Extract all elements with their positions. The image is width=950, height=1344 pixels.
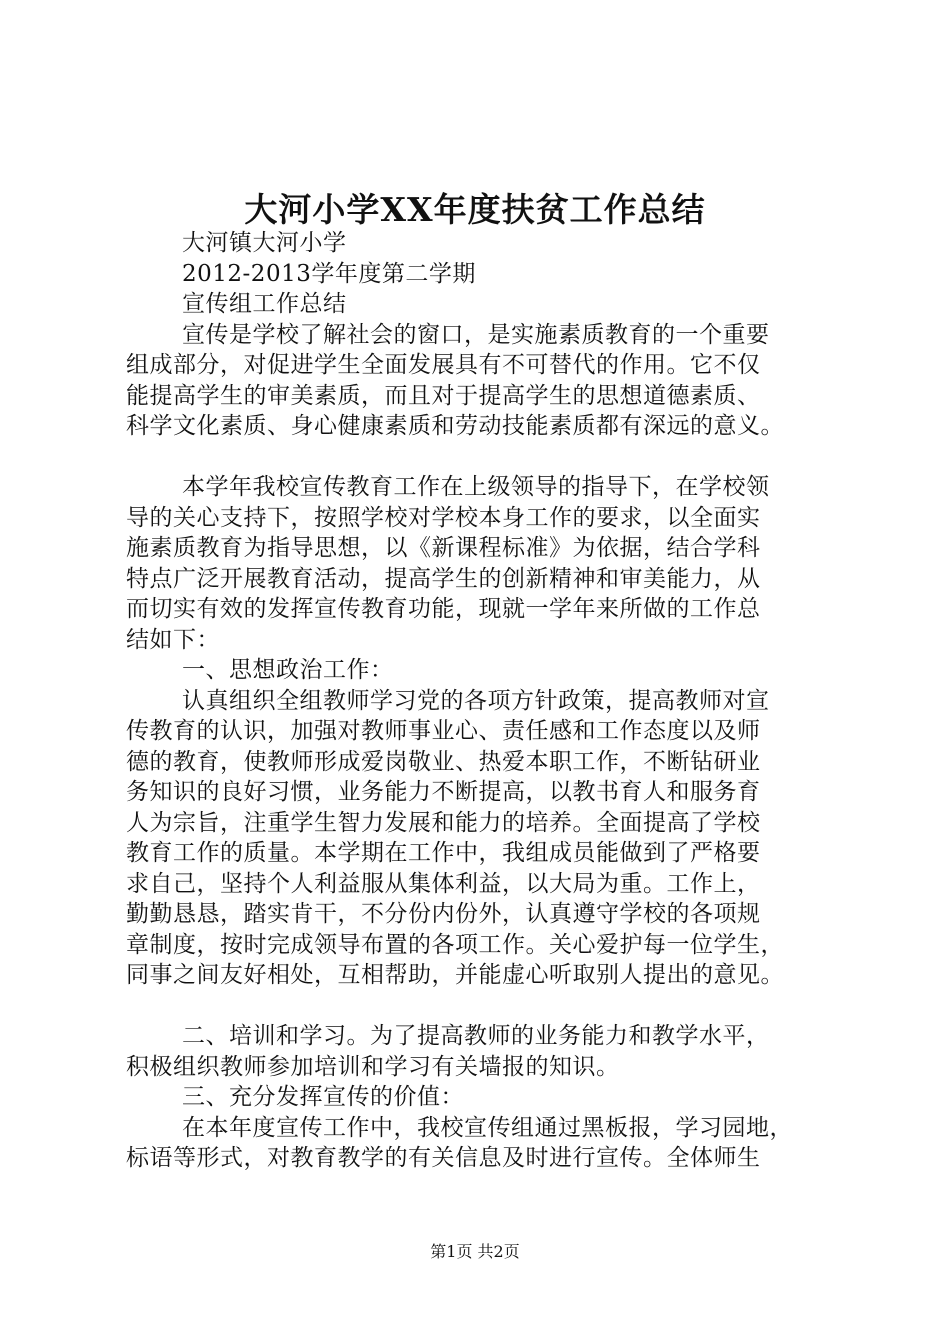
paragraph-line: 标语等形式，对教育教学的有关信息及时进行宣传。全体师生 xyxy=(126,1145,761,1171)
paragraph-line: 认真组织全组教师学习党的各项方针政策，提高教师对宣 xyxy=(182,687,770,714)
semester-line: 2012-2013学年度第二学期 xyxy=(182,260,476,287)
paragraph-line: 宣传是学校了解社会的窗口，是实施素质教育的一个重要 xyxy=(182,321,770,348)
paragraph-line: 求自己，坚持个人利益服从集体利益，以大局为重。工作上， xyxy=(126,870,761,897)
paragraph-political-work xyxy=(126,686,846,991)
group-summary-line: 宣传组工作总结 xyxy=(182,291,347,317)
paragraph-line: 传教育的认识，加强对教师事业心、责任感和工作态度以及师 xyxy=(126,718,761,744)
page-number-footer: 第1页 共2页 xyxy=(430,1242,520,1261)
paragraph-line: 章制度，按时完成领导布置的各项工作。关心爱护每一位学生， xyxy=(126,931,784,958)
document-title: 大河小学XX年度扶贫工作总结 xyxy=(244,190,706,229)
document-body xyxy=(126,228,846,1174)
paragraph-line: 能提高学生的审美素质，而且对于提高学生的思想道德素质、 xyxy=(126,382,761,409)
paragraph-line: 而切实有效的发挥宣传教育功能，现就一学年来所做的工作总 xyxy=(126,596,761,622)
section-heading-publicity: 三、充分发挥宣传的价值： xyxy=(182,1084,464,1110)
paragraph-line: 德的教育，使教师形成爱岗敬业、热爱本职工作，不断钻研业 xyxy=(126,748,761,775)
school-name-line: 大河镇大河小学 xyxy=(182,230,347,256)
blank-line xyxy=(126,991,846,1022)
paragraph-line: 导的关心支持下，按照学校对学校本身工作的要求，以全面实 xyxy=(126,504,761,531)
paragraph-line: 特点广泛开展教育活动，提高学生的创新精神和审美能力，从 xyxy=(126,565,761,592)
paragraph-line: 二、培训和学习。为了提高教师的业务能力和教学水平， xyxy=(182,1023,770,1049)
paragraph-line: 勤勤恳恳，踏实肯干，不分份内份外，认真遵守学校的各项规 xyxy=(126,901,761,927)
paragraph-line: 本学年我校宣传教育工作在上级领导的指导下，在学校领 xyxy=(182,474,770,500)
paragraph-line: 人为宗旨，注重学生智力发展和能力的培养。全面提高了学校 xyxy=(126,809,761,836)
paragraph-intro xyxy=(126,320,846,442)
paragraph-line: 教育工作的质量。本学期在工作中，我组成员能做到了严格要 xyxy=(126,840,761,866)
paragraph-line: 科学文化素质、身心健康素质和劳动技能素质都有深远的意义。 xyxy=(126,413,784,439)
paragraph-line: 组成部分，对促进学生全面发展具有不可替代的作用。它不仅 xyxy=(126,352,761,378)
paragraph-line: 务知识的良好习惯，业务能力不断提高，以教书育人和服务育 xyxy=(126,779,761,805)
blank-line xyxy=(126,442,846,473)
paragraph-line: 结如下： xyxy=(126,626,220,653)
paragraph-overview xyxy=(126,472,846,655)
paragraph-publicity xyxy=(126,1113,846,1174)
paragraph-training xyxy=(126,1021,846,1082)
paragraph-line: 积极组织教师参加培训和学习有关墙报的知识。 xyxy=(126,1053,620,1080)
section-heading-political: 一、思想政治工作： xyxy=(182,657,394,683)
paragraph-line: 施素质教育为指导思想，以《新课程标准》为依据，结合学科 xyxy=(126,535,761,561)
paragraph-line: 同事之间友好相处，互相帮助，并能虚心听取别人提出的意见。 xyxy=(126,962,784,988)
paragraph-line: 在本年度宣传工作中，我校宣传组通过黑板报，学习园地， xyxy=(182,1114,793,1141)
